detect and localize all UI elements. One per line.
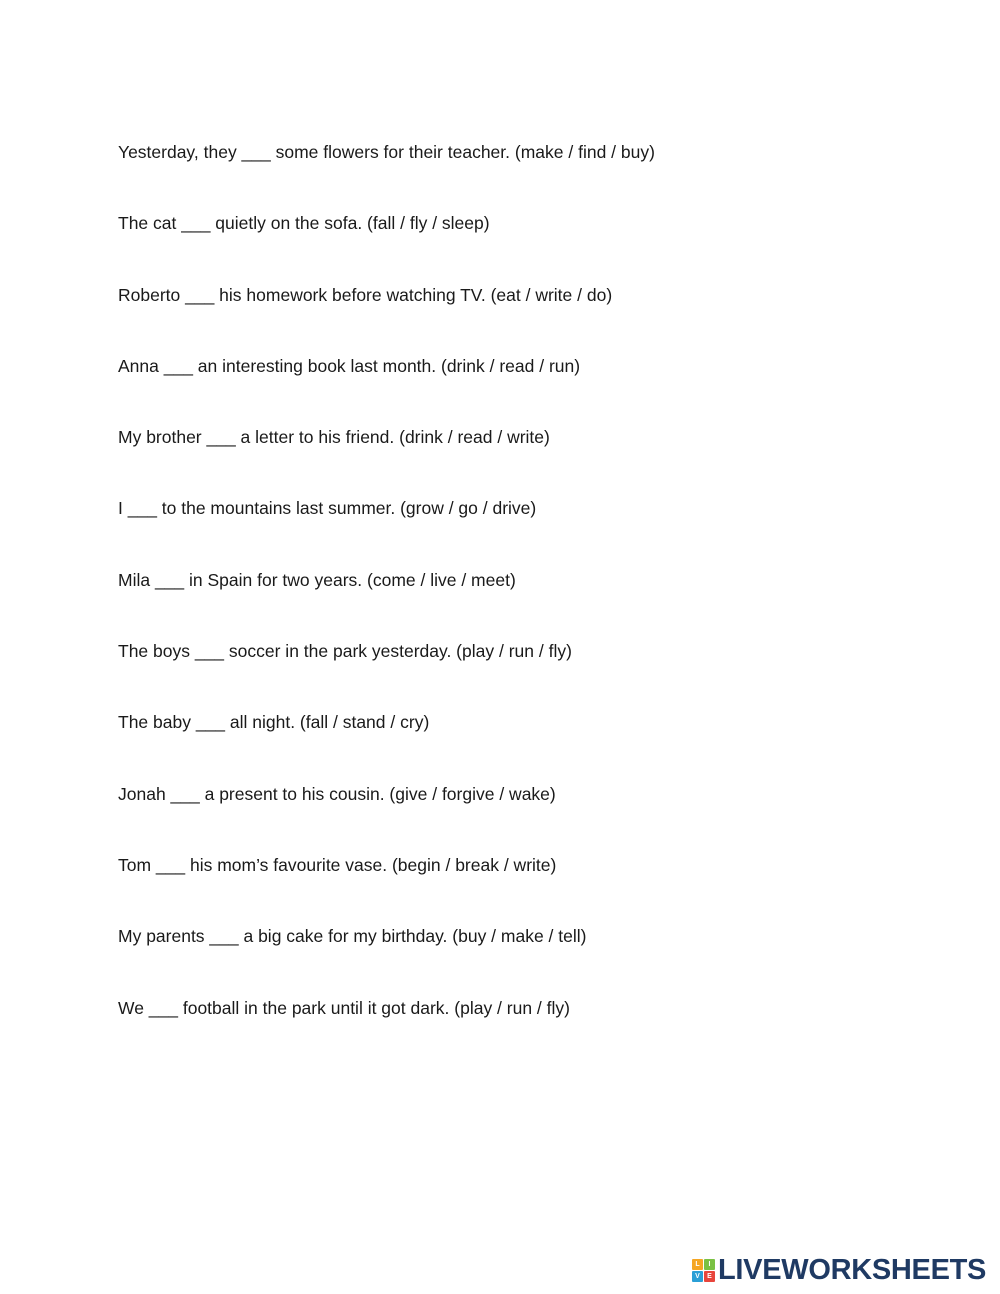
- sentence-10: Jonah ___ a present to his cousin. (give / forgive / wake): [118, 783, 556, 804]
- sentence-list: [118, 141, 655, 1068]
- logo-tile-l: L: [692, 1259, 703, 1270]
- logo-wordmark: LIVEWORKSHEETS: [718, 1254, 987, 1286]
- sentence-2: The cat ___ quietly on the sofa. (fall / fly / sleep): [118, 213, 490, 234]
- sentence-9: The baby ___ all night. (fall / stand / cry): [118, 712, 430, 733]
- sentence-11: Tom ___ his mom’s favourite vase. (begin / break / write): [118, 854, 557, 875]
- sentence-4: Anna ___ an interesting book last month. (drink / read / run): [118, 355, 581, 376]
- sentence-5: My brother ___ a letter to his friend. (drink / read / write): [118, 427, 550, 448]
- sentence-8: The boys ___ soccer in the park yesterday. (play / run / fly): [118, 641, 572, 662]
- liveworksheets-logo: [692, 1255, 986, 1285]
- sentence-13: We ___ football in the park until it got dark. (play / run / fly): [118, 997, 570, 1018]
- sentence-7: Mila ___ in Spain for two years. (come / live / meet): [118, 569, 516, 590]
- sentence-3: Roberto ___ his homework before watching TV. (eat / write / do): [118, 284, 613, 305]
- sentence-6: I ___ to the mountains last summer. (grow / go / drive): [118, 498, 537, 519]
- sentence-12: My parents ___ a big cake for my birthday. (buy / make / tell): [118, 926, 587, 947]
- logo-icon: [692, 1259, 715, 1282]
- logo-tile-i: I: [704, 1259, 715, 1270]
- logo-tile-v: V: [692, 1271, 703, 1282]
- sentence-1: Yesterday, they ___ some flowers for their teacher. (make / find / buy): [118, 142, 655, 162]
- logo-tile-e: E: [704, 1271, 715, 1282]
